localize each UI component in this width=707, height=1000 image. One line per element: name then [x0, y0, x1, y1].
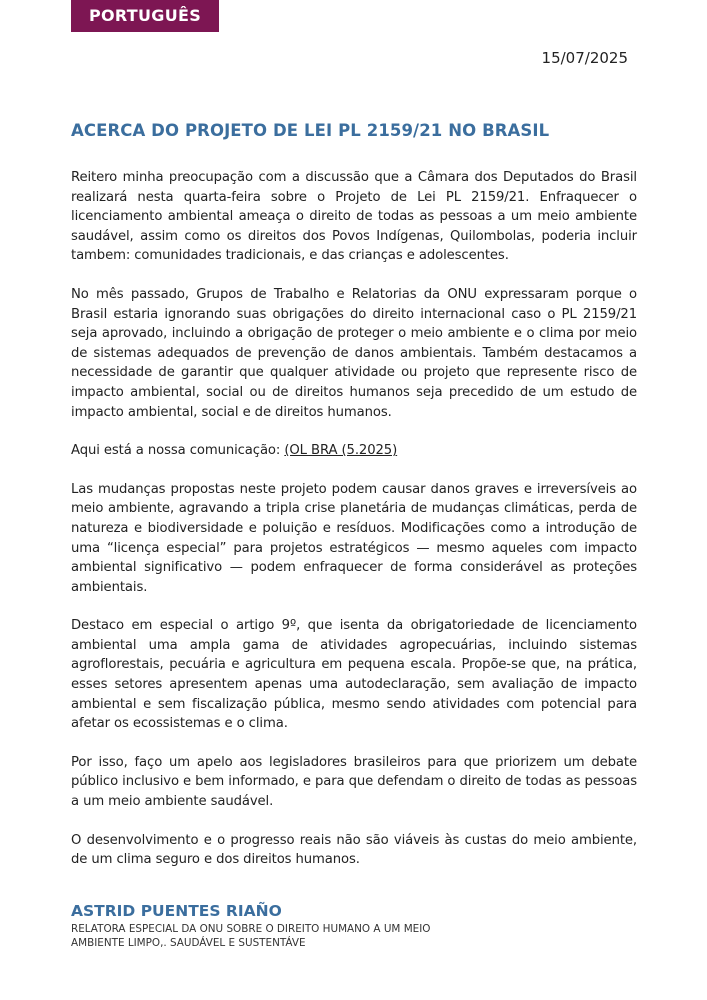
signatory-role: RELATORA ESPECIAL DA ONU SOBRE O DIREITO HUMANO A UM MEIO AMBIENTE LIMPO,. SAUDÁVEL E SUSTENTÁVE [71, 923, 431, 949]
paragraph-5: Destaco em especial o artigo 9º, que isenta da obrigatoriedade de licenciamento ambiental uma ampla gama de atividades agropecuárias, incluindo sistemas agroflorestais, pecuária e agricultura em pequena escala. Propõe-se que, na prática, esses setores apresentem apenas uma autodeclaração, sem avaliação de impacto ambiental e sem fiscalização pública, mesmo sendo atividades com potencial para afetar os ecossistemas e o clima. [71, 618, 637, 732]
paragraph-2: No mês passado, Grupos de Trabalho e Relatorias da ONU expressaram porque o Brasil estaria ignorando suas obrigações do direito internacional caso o PL 2159/21 seja aprovado, incluindo a obrigação de proteger o meio ambiente e o clima por meio de sistemas adequados de prevenção de danos ambientais. Também destacamos a necessidade de garantir que qualquer atividade ou projeto que represente risco de impacto ambiental, social ou de direitos humanos seja precedido de um estudo de impacto ambiental, social e de direitos humanos. [71, 286, 637, 420]
communication-label: Aqui está a nossa comunicação: [71, 443, 285, 459]
language-badge: PORTUGUÊS [71, 0, 219, 32]
paragraph-1: Reitero minha preocupação com a discussão que a Câmara dos Deputados do Brasil realizará nesta quarta-feira sobre o Projeto de Lei PL 2159/21. Enfraquecer o licenciamento ambiental ameaça o direito de todas as pessoas a um meio ambiente saudável, assim como os direitos dos Povos Indígenas, Quilombolas, poderia incluir tambem: comunidades tradicionais, e das crianças e adolescentes. [71, 170, 637, 264]
paragraph-7: O desenvolvimento e o progresso reais não são viáveis às custas do meio ambiente, de um clima seguro e dos direitos humanos. [71, 832, 637, 868]
document-date: 15/07/2025 [541, 49, 628, 67]
paragraph-6: Por isso, faço um apelo aos legisladores brasileiros para que priorizem um debate público inclusivo e bem informado, e para que defendam o direito de todas as pessoas a um meio ambiente saudável. [71, 754, 637, 810]
communication-link[interactable]: (OL BRA (5.2025) [284, 443, 398, 459]
paragraph-4: Las mudanças propostas neste projeto podem causar danos graves e irreversíveis ao meio ambiente, agravando a tripla crise planetária de mudanças climáticas, perda de natureza e biodiversidade e poluição e resíduos. Modificações como a introdução de uma “licença especial” para projetos estratégicos — mesmo aqueles com impacto ambiental significativo — podem enfraquecer de forma considerável as proteções ambientais. [71, 481, 637, 595]
document-body [71, 168, 637, 889]
signature-block [71, 902, 631, 950]
signatory-name: ASTRID PUENTES RIAÑO [71, 902, 282, 920]
paragraph-communication [71, 441, 637, 461]
document-title: ACERCA DO PROJETO DE LEI PL 2159/21 NO BRASIL [71, 121, 550, 140]
